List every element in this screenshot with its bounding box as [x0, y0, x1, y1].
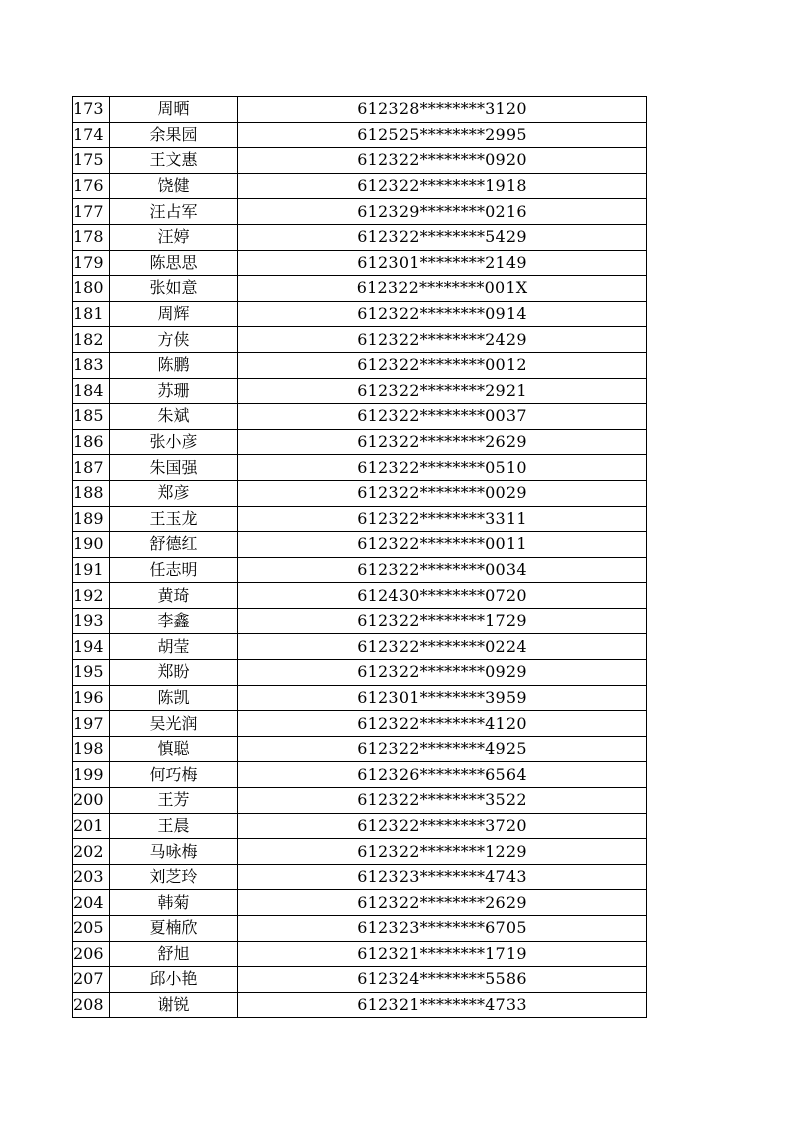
id-number-cell: 612322********4925	[238, 736, 647, 762]
id-number-cell: 612322********2629	[238, 890, 647, 916]
row-number-cell: 196	[73, 685, 110, 711]
table-row	[73, 608, 647, 634]
id-number-cell: 612322********0929	[238, 660, 647, 686]
id-number-cell: 612322********0037	[238, 404, 647, 430]
id-number-cell: 612322********0012	[238, 352, 647, 378]
table-row	[73, 583, 647, 609]
name-cell: 何巧梅	[110, 762, 238, 788]
row-number-cell: 200	[73, 788, 110, 814]
row-number-cell: 176	[73, 173, 110, 199]
id-number-cell: 612322********3720	[238, 813, 647, 839]
row-number-cell: 207	[73, 967, 110, 993]
table-row	[73, 480, 647, 506]
name-cell: 余果园	[110, 122, 238, 148]
row-number-cell: 186	[73, 429, 110, 455]
id-number-cell: 612322********0224	[238, 634, 647, 660]
row-number-cell: 179	[73, 250, 110, 276]
table-row	[73, 813, 647, 839]
table-row	[73, 762, 647, 788]
table-row	[73, 352, 647, 378]
id-number-cell: 612322********2921	[238, 378, 647, 404]
name-cell: 胡莹	[110, 634, 238, 660]
row-number-cell: 175	[73, 148, 110, 174]
table-row	[73, 224, 647, 250]
row-number-cell: 199	[73, 762, 110, 788]
id-number-cell: 612326********6564	[238, 762, 647, 788]
table-row	[73, 301, 647, 327]
name-cell: 王晨	[110, 813, 238, 839]
name-cell: 汪婷	[110, 224, 238, 250]
row-number-cell: 177	[73, 199, 110, 225]
id-number-cell: 612322********0029	[238, 480, 647, 506]
row-number-cell: 205	[73, 916, 110, 942]
row-number-cell: 189	[73, 506, 110, 532]
roster-table	[72, 96, 647, 1018]
table-row	[73, 199, 647, 225]
id-number-cell: 612322********2629	[238, 429, 647, 455]
row-number-cell: 187	[73, 455, 110, 481]
table-row	[73, 506, 647, 532]
id-number-cell: 612321********1719	[238, 941, 647, 967]
row-number-cell: 184	[73, 378, 110, 404]
name-cell: 韩菊	[110, 890, 238, 916]
table-row	[73, 634, 647, 660]
name-cell: 李鑫	[110, 608, 238, 634]
name-cell: 邱小艳	[110, 967, 238, 993]
table-row	[73, 890, 647, 916]
table-row	[73, 916, 647, 942]
name-cell: 谢锐	[110, 992, 238, 1018]
table-row	[73, 967, 647, 993]
id-number-cell: 612301********3959	[238, 685, 647, 711]
id-number-cell: 612328********3120	[238, 97, 647, 123]
row-number-cell: 181	[73, 301, 110, 327]
table-row	[73, 685, 647, 711]
row-number-cell: 191	[73, 557, 110, 583]
id-number-cell: 612322********0034	[238, 557, 647, 583]
table-row	[73, 992, 647, 1018]
id-number-cell: 612329********0216	[238, 199, 647, 225]
roster-table-body	[73, 97, 647, 1018]
id-number-cell: 612322********1729	[238, 608, 647, 634]
id-number-cell: 612323********6705	[238, 916, 647, 942]
name-cell: 汪占军	[110, 199, 238, 225]
id-number-cell: 612321********4733	[238, 992, 647, 1018]
row-number-cell: 182	[73, 327, 110, 353]
row-number-cell: 193	[73, 608, 110, 634]
id-number-cell: 612322********0920	[238, 148, 647, 174]
id-number-cell: 612322********3311	[238, 506, 647, 532]
row-number-cell: 195	[73, 660, 110, 686]
table-row	[73, 839, 647, 865]
name-cell: 马咏梅	[110, 839, 238, 865]
name-cell: 张小彦	[110, 429, 238, 455]
id-number-cell: 612322********1229	[238, 839, 647, 865]
row-number-cell: 180	[73, 276, 110, 302]
table-row	[73, 660, 647, 686]
name-cell: 黄琦	[110, 583, 238, 609]
row-number-cell: 178	[73, 224, 110, 250]
name-cell: 刘芝玲	[110, 864, 238, 890]
id-number-cell: 612322********0510	[238, 455, 647, 481]
row-number-cell: 194	[73, 634, 110, 660]
name-cell: 郑盼	[110, 660, 238, 686]
table-row	[73, 736, 647, 762]
row-number-cell: 192	[73, 583, 110, 609]
name-cell: 陈鹏	[110, 352, 238, 378]
name-cell: 王玉龙	[110, 506, 238, 532]
row-number-cell: 183	[73, 352, 110, 378]
row-number-cell: 198	[73, 736, 110, 762]
name-cell: 吴光润	[110, 711, 238, 737]
row-number-cell: 202	[73, 839, 110, 865]
name-cell: 饶健	[110, 173, 238, 199]
table-row	[73, 173, 647, 199]
name-cell: 慎聪	[110, 736, 238, 762]
table-row	[73, 148, 647, 174]
name-cell: 舒旭	[110, 941, 238, 967]
id-number-cell: 612322********0914	[238, 301, 647, 327]
table-row	[73, 557, 647, 583]
table-row	[73, 327, 647, 353]
name-cell: 周辉	[110, 301, 238, 327]
table-row	[73, 276, 647, 302]
table-row	[73, 711, 647, 737]
row-number-cell: 185	[73, 404, 110, 430]
table-row	[73, 404, 647, 430]
id-number-cell: 612322********3522	[238, 788, 647, 814]
name-cell: 周晒	[110, 97, 238, 123]
table-row	[73, 941, 647, 967]
table-row	[73, 122, 647, 148]
row-number-cell: 206	[73, 941, 110, 967]
id-number-cell: 612322********5429	[238, 224, 647, 250]
name-cell: 朱斌	[110, 404, 238, 430]
row-number-cell: 208	[73, 992, 110, 1018]
row-number-cell: 197	[73, 711, 110, 737]
row-number-cell: 204	[73, 890, 110, 916]
row-number-cell: 173	[73, 97, 110, 123]
id-number-cell: 612525********2995	[238, 122, 647, 148]
table-row	[73, 97, 647, 123]
id-number-cell: 612430********0720	[238, 583, 647, 609]
name-cell: 方侠	[110, 327, 238, 353]
table-row	[73, 429, 647, 455]
id-number-cell: 612301********2149	[238, 250, 647, 276]
name-cell: 郑彦	[110, 480, 238, 506]
id-number-cell: 612322********1918	[238, 173, 647, 199]
row-number-cell: 203	[73, 864, 110, 890]
name-cell: 陈思思	[110, 250, 238, 276]
name-cell: 陈凯	[110, 685, 238, 711]
table-row	[73, 788, 647, 814]
id-number-cell: 612322********4120	[238, 711, 647, 737]
name-cell: 王文惠	[110, 148, 238, 174]
id-number-cell: 612324********5586	[238, 967, 647, 993]
name-cell: 任志明	[110, 557, 238, 583]
id-number-cell: 612322********2429	[238, 327, 647, 353]
row-number-cell: 174	[73, 122, 110, 148]
name-cell: 夏楠欣	[110, 916, 238, 942]
row-number-cell: 188	[73, 480, 110, 506]
name-cell: 苏珊	[110, 378, 238, 404]
name-cell: 王芳	[110, 788, 238, 814]
table-row	[73, 864, 647, 890]
table-row	[73, 250, 647, 276]
name-cell: 张如意	[110, 276, 238, 302]
table-row	[73, 378, 647, 404]
id-number-cell: 612323********4743	[238, 864, 647, 890]
name-cell: 朱国强	[110, 455, 238, 481]
table-row	[73, 532, 647, 558]
id-number-cell: 612322********001X	[238, 276, 647, 302]
id-number-cell: 612322********0011	[238, 532, 647, 558]
name-cell: 舒德红	[110, 532, 238, 558]
row-number-cell: 190	[73, 532, 110, 558]
row-number-cell: 201	[73, 813, 110, 839]
table-row	[73, 455, 647, 481]
